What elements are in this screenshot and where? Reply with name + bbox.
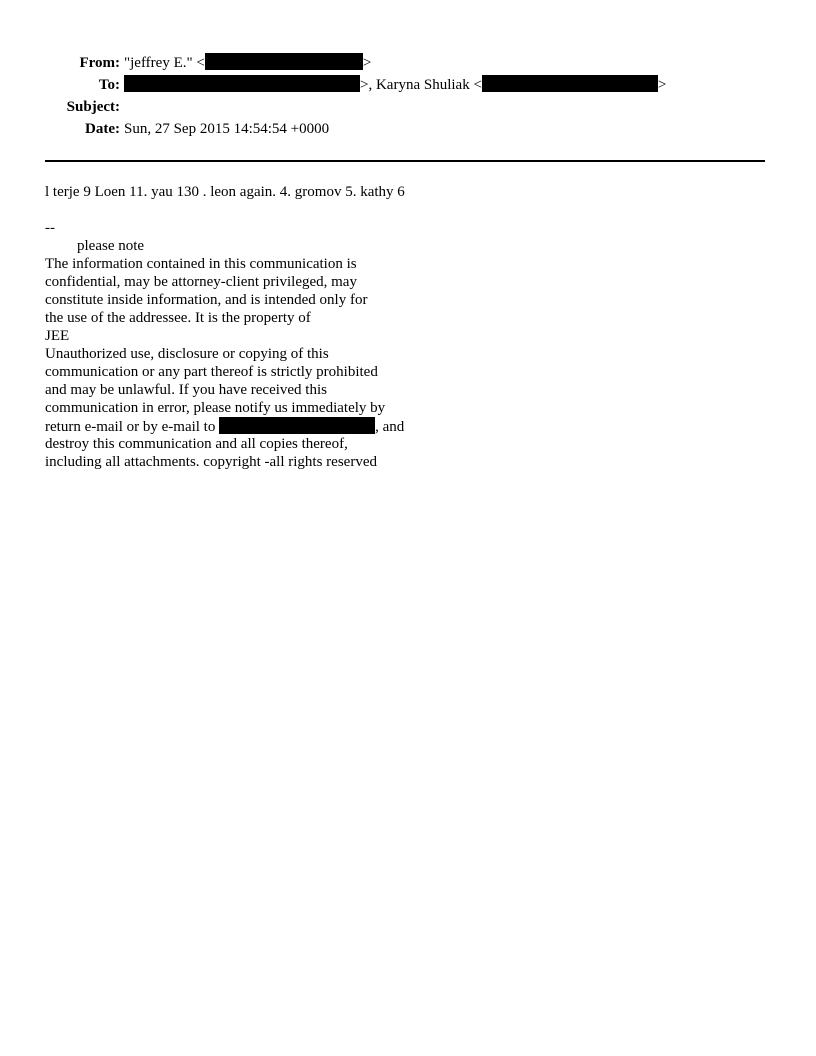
to-label: To: (98, 77, 120, 93)
header-divider (45, 160, 765, 162)
message-line: l terje 9 Loen 11. yau 130 . leon again. 4. gromov 5. kathy 6 (45, 184, 405, 200)
return-email-line: return e-mail or by e-mail to , and (45, 419, 405, 435)
redaction-block (219, 417, 375, 434)
redaction-block (124, 75, 360, 92)
from-label: From: (79, 55, 120, 71)
signature-separator: -- (45, 220, 55, 236)
disclaimer-line: communication or any part thereof is strictly prohibited (45, 364, 378, 380)
date-row (0, 119, 816, 139)
disclaimer-line: JEE (45, 328, 70, 344)
disclaimer-line: destroy this communication and all copies thereof, (45, 436, 348, 452)
to-value: >, Karyna Shuliak < > (124, 75, 666, 95)
disclaimer-line: including all attachments. copyright -all rights reserved (45, 454, 377, 470)
from-row (0, 53, 816, 73)
to-row (0, 75, 816, 95)
redaction-block (205, 53, 363, 70)
disclaimer-line: and may be unlawful. If you have received this (45, 382, 327, 398)
disclaimer-line: the use of the addressee. It is the property of (45, 310, 311, 326)
disclaimer-line: Unauthorized use, disclosure or copying of this (45, 346, 329, 362)
redaction-block (482, 75, 658, 92)
disclaimer-line: confidential, may be attorney-client privileged, may (45, 274, 357, 290)
subject-row (0, 97, 816, 117)
disclaimer-line: communication in error, please notify us immediately by (45, 400, 386, 416)
date-label: Date: (85, 121, 120, 137)
disclaimer-line: constitute inside information, and is intended only for (45, 292, 368, 308)
please-note: please note (77, 238, 145, 254)
from-value: "jeffrey E." < > (124, 55, 372, 71)
subject-label: Subject: (66, 99, 120, 115)
date-value: Sun, 27 Sep 2015 14:54:54 +0000 (124, 121, 330, 137)
disclaimer-line: The information contained in this communication is (45, 256, 357, 272)
